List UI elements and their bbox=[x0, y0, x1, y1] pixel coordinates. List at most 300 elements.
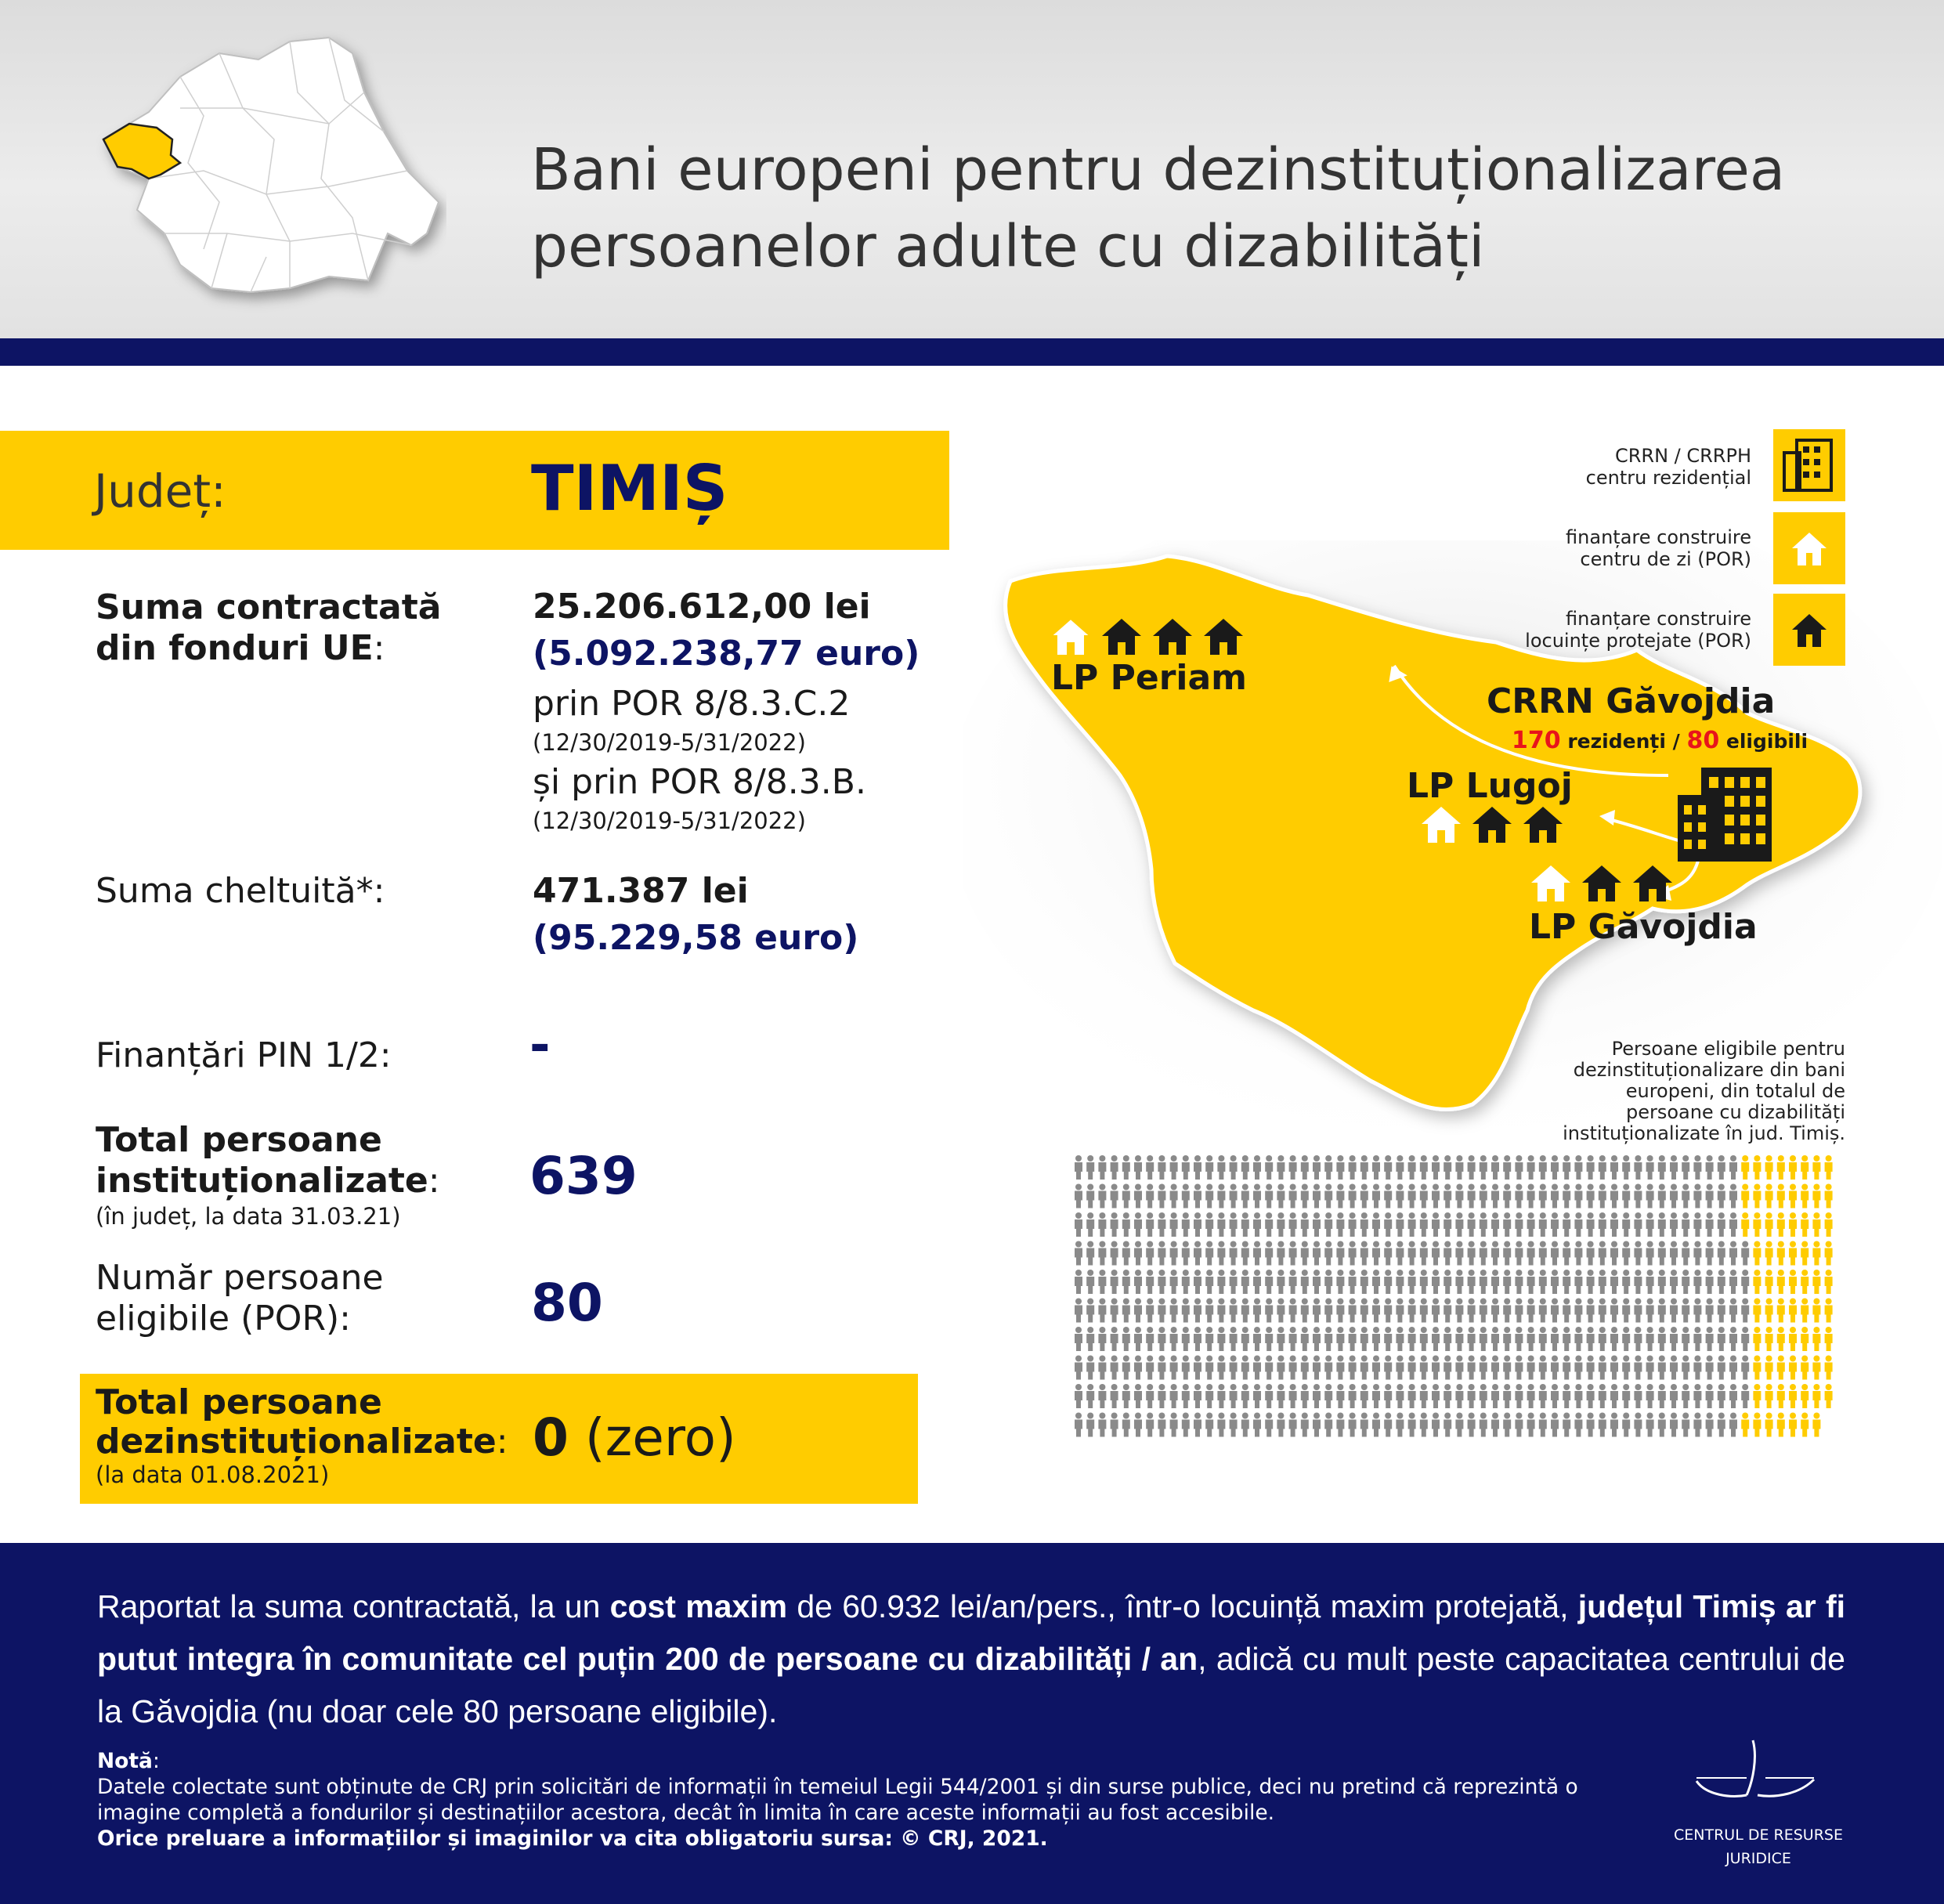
person-icon bbox=[1444, 1212, 1451, 1237]
person-icon bbox=[1194, 1270, 1201, 1294]
person-icon bbox=[1384, 1299, 1392, 1323]
person-icon bbox=[1360, 1299, 1368, 1323]
person-icon bbox=[1515, 1212, 1523, 1237]
person-icon bbox=[1324, 1413, 1332, 1437]
person-icon bbox=[1396, 1241, 1404, 1266]
person-icon bbox=[1134, 1327, 1142, 1351]
person-icon bbox=[1134, 1384, 1142, 1408]
person-icon bbox=[1324, 1270, 1332, 1294]
person-icon bbox=[1706, 1356, 1714, 1380]
person-icon bbox=[1158, 1184, 1165, 1209]
person-icon bbox=[1432, 1327, 1440, 1351]
person-icon bbox=[1610, 1270, 1618, 1294]
eligible-person-icon bbox=[1789, 1299, 1797, 1323]
person-icon bbox=[1122, 1155, 1130, 1180]
legend-item-protected-housing bbox=[1525, 608, 1751, 652]
person-icon bbox=[1455, 1299, 1463, 1323]
person-icon bbox=[1491, 1184, 1499, 1209]
person-icon bbox=[1420, 1270, 1428, 1294]
person-icon bbox=[1313, 1299, 1321, 1323]
person-icon bbox=[1075, 1184, 1082, 1209]
person-icon bbox=[1563, 1384, 1570, 1408]
person-icon bbox=[1170, 1384, 1178, 1408]
person-icon bbox=[1384, 1212, 1392, 1237]
eligible-person-icon bbox=[1777, 1299, 1785, 1323]
person-icon bbox=[1574, 1384, 1582, 1408]
person-icon bbox=[1491, 1356, 1499, 1380]
person-icon bbox=[1182, 1356, 1190, 1380]
person-icon bbox=[1527, 1184, 1535, 1209]
person-icon bbox=[1574, 1270, 1582, 1294]
person-icon bbox=[1349, 1413, 1357, 1437]
eligible-person-icon bbox=[1825, 1356, 1833, 1380]
person-icon bbox=[1610, 1184, 1618, 1209]
person-icon bbox=[1182, 1327, 1190, 1351]
eligible-person-icon bbox=[1812, 1356, 1820, 1380]
person-icon bbox=[1551, 1413, 1559, 1437]
legend-item2-line1: finanțare construire bbox=[1566, 526, 1751, 548]
person-icon bbox=[1086, 1155, 1094, 1180]
person-icon bbox=[1277, 1155, 1285, 1180]
eligible-person-icon bbox=[1765, 1270, 1773, 1294]
eligible-person-icon bbox=[1812, 1241, 1820, 1266]
legend-item1-line2: centru rezidențial bbox=[1585, 467, 1751, 489]
contracted-program1: prin POR 8/8.3.C.2 bbox=[533, 684, 851, 724]
spent-lei: 471.387 lei bbox=[533, 871, 749, 911]
person-icon bbox=[1349, 1327, 1357, 1351]
eligible-person-icon bbox=[1825, 1212, 1833, 1237]
person-icon bbox=[1313, 1327, 1321, 1351]
person-icon bbox=[1075, 1241, 1082, 1266]
person-icon bbox=[1217, 1212, 1225, 1237]
person-icon bbox=[1349, 1299, 1357, 1323]
person-icon bbox=[1599, 1270, 1606, 1294]
person-icon bbox=[1230, 1212, 1238, 1237]
person-icon bbox=[1527, 1155, 1535, 1180]
person-icon bbox=[1658, 1356, 1666, 1380]
person-icon bbox=[1693, 1155, 1701, 1180]
person-icon bbox=[1289, 1299, 1297, 1323]
person-icon bbox=[1420, 1413, 1428, 1437]
person-icon bbox=[1503, 1184, 1511, 1209]
contracted-program2: și prin POR 8/8.3.B. bbox=[533, 762, 866, 802]
person-icon bbox=[1336, 1212, 1344, 1237]
note-source: Orice preluare a informațiilor și imaginilor va cita obligatoriu sursa: © CRJ, 2021. bbox=[97, 1826, 1048, 1851]
building-icon bbox=[1773, 429, 1845, 501]
person-icon bbox=[1349, 1384, 1357, 1408]
person-icon bbox=[1527, 1327, 1535, 1351]
note-label: Notă bbox=[97, 1749, 153, 1773]
person-icon bbox=[1396, 1155, 1404, 1180]
person-icon bbox=[1146, 1241, 1154, 1266]
eligible-person-icon bbox=[1753, 1184, 1761, 1209]
person-icon bbox=[1741, 1384, 1749, 1408]
person-icon bbox=[1420, 1327, 1428, 1351]
crj-logo-text bbox=[1653, 1823, 1864, 1870]
person-icon bbox=[1563, 1155, 1570, 1180]
eligible-person-icon bbox=[1741, 1184, 1749, 1209]
eligible-person-icon bbox=[1812, 1299, 1820, 1323]
person-icon bbox=[1360, 1241, 1368, 1266]
person-icon bbox=[1111, 1270, 1118, 1294]
person-icon bbox=[1205, 1327, 1213, 1351]
people-chart bbox=[1073, 1154, 1847, 1476]
person-icon bbox=[1408, 1184, 1416, 1209]
person-icon bbox=[1551, 1327, 1559, 1351]
deinstitutionalized-value-text: (zero) bbox=[568, 1407, 736, 1468]
legend-tile-residential bbox=[1773, 429, 1845, 501]
person-icon bbox=[1480, 1212, 1487, 1237]
person-icon bbox=[1515, 1184, 1523, 1209]
person-icon bbox=[1574, 1241, 1582, 1266]
person-icon bbox=[1194, 1155, 1201, 1180]
person-icon bbox=[1360, 1270, 1368, 1294]
person-icon bbox=[1599, 1384, 1606, 1408]
person-icon bbox=[1587, 1184, 1595, 1209]
person-icon bbox=[1432, 1413, 1440, 1437]
person-icon bbox=[1729, 1356, 1737, 1380]
eligible-person-icon bbox=[1812, 1327, 1820, 1351]
person-icon bbox=[1170, 1327, 1178, 1351]
person-icon bbox=[1205, 1184, 1213, 1209]
person-icon bbox=[1182, 1270, 1190, 1294]
person-icon bbox=[1646, 1155, 1654, 1180]
lp-lugoj-label: LP Lugoj bbox=[1407, 766, 1573, 806]
person-icon bbox=[1670, 1155, 1678, 1180]
person-icon bbox=[1349, 1212, 1357, 1237]
person-icon bbox=[1646, 1327, 1654, 1351]
person-icon bbox=[1360, 1384, 1368, 1408]
person-icon bbox=[1503, 1327, 1511, 1351]
eligible-person-icon bbox=[1801, 1184, 1808, 1209]
person-icon bbox=[1098, 1356, 1106, 1380]
person-icon bbox=[1634, 1356, 1642, 1380]
legend-item-residential bbox=[1586, 445, 1751, 489]
person-icon bbox=[1539, 1384, 1547, 1408]
person-icon bbox=[1086, 1270, 1094, 1294]
person-icon bbox=[1277, 1356, 1285, 1380]
person-icon bbox=[1146, 1413, 1154, 1437]
person-icon bbox=[1182, 1384, 1190, 1408]
person-icon bbox=[1563, 1327, 1570, 1351]
eligible-person-icon bbox=[1765, 1241, 1773, 1266]
person-icon bbox=[1289, 1184, 1297, 1209]
person-icon bbox=[1408, 1241, 1416, 1266]
person-icon bbox=[1682, 1356, 1689, 1380]
person-icon bbox=[1182, 1155, 1190, 1180]
person-icon bbox=[1741, 1356, 1749, 1380]
person-icon bbox=[1170, 1212, 1178, 1237]
person-icon bbox=[1277, 1299, 1285, 1323]
person-icon bbox=[1468, 1413, 1476, 1437]
person-icon bbox=[1729, 1184, 1737, 1209]
person-icon bbox=[1693, 1241, 1701, 1266]
eligible-person-icon bbox=[1777, 1356, 1785, 1380]
person-icon bbox=[1444, 1384, 1451, 1408]
person-icon bbox=[1336, 1184, 1344, 1209]
eligible-text: eligibili bbox=[1719, 730, 1808, 753]
person-icon bbox=[1682, 1413, 1689, 1437]
person-icon bbox=[1122, 1184, 1130, 1209]
person-icon bbox=[1217, 1356, 1225, 1380]
person-icon bbox=[1682, 1270, 1689, 1294]
deinstitutionalized-value bbox=[533, 1407, 736, 1469]
eligible-person-icon bbox=[1789, 1155, 1797, 1180]
person-icon bbox=[1468, 1184, 1476, 1209]
person-icon bbox=[1455, 1184, 1463, 1209]
person-icon bbox=[1658, 1155, 1666, 1180]
person-icon bbox=[1480, 1356, 1487, 1380]
person-icon bbox=[1670, 1327, 1678, 1351]
person-icon bbox=[1468, 1299, 1476, 1323]
person-icon bbox=[1408, 1299, 1416, 1323]
person-icon bbox=[1349, 1356, 1357, 1380]
person-icon bbox=[1658, 1241, 1666, 1266]
person-icon bbox=[1241, 1413, 1249, 1437]
person-icon bbox=[1205, 1356, 1213, 1380]
pin-label: Finanțări PIN 1/2: bbox=[96, 1035, 392, 1075]
eligible-person-icon bbox=[1825, 1270, 1833, 1294]
eligible-person-icon bbox=[1789, 1413, 1797, 1437]
eligible-person-icon bbox=[1753, 1155, 1761, 1180]
contracted-period2: (12/30/2019-5/31/2022) bbox=[533, 807, 806, 834]
person-icon bbox=[1075, 1299, 1082, 1323]
person-icon bbox=[1480, 1384, 1487, 1408]
person-icon bbox=[1515, 1384, 1523, 1408]
deinstitutionalized-label-colon: : bbox=[496, 1422, 508, 1461]
person-icon bbox=[1563, 1299, 1570, 1323]
eligible-person-icon bbox=[1789, 1270, 1797, 1294]
protected-house-icon bbox=[1773, 594, 1845, 666]
person-icon bbox=[1086, 1212, 1094, 1237]
romania-map-icon bbox=[94, 22, 446, 320]
contracted-lei: 25.206.612,00 lei bbox=[533, 587, 871, 627]
person-icon bbox=[1503, 1356, 1511, 1380]
person-icon bbox=[1634, 1384, 1642, 1408]
county-name: TIMIȘ bbox=[531, 452, 728, 525]
person-icon bbox=[1230, 1413, 1238, 1437]
person-icon bbox=[1086, 1356, 1094, 1380]
person-icon bbox=[1134, 1241, 1142, 1266]
person-icon bbox=[1098, 1212, 1106, 1237]
person-icon bbox=[1455, 1241, 1463, 1266]
person-icon bbox=[1170, 1356, 1178, 1380]
person-icon bbox=[1182, 1241, 1190, 1266]
eligible-person-icon bbox=[1801, 1212, 1808, 1237]
person-icon bbox=[1396, 1184, 1404, 1209]
person-icon bbox=[1384, 1241, 1392, 1266]
person-icon bbox=[1432, 1356, 1440, 1380]
person-icon bbox=[1718, 1155, 1725, 1180]
person-icon bbox=[1396, 1212, 1404, 1237]
legend-item3-line1: finanțare construire bbox=[1566, 608, 1751, 630]
person-icon bbox=[1205, 1413, 1213, 1437]
eligible-person-icon bbox=[1801, 1299, 1808, 1323]
footer-summary bbox=[97, 1581, 1845, 1738]
person-icon bbox=[1075, 1413, 1082, 1437]
person-icon bbox=[1503, 1384, 1511, 1408]
person-icon bbox=[1515, 1155, 1523, 1180]
person-icon bbox=[1741, 1270, 1749, 1294]
person-icon bbox=[1527, 1384, 1535, 1408]
eligible-person-icon bbox=[1812, 1413, 1820, 1437]
person-icon bbox=[1336, 1270, 1344, 1294]
person-icon bbox=[1599, 1155, 1606, 1180]
person-icon bbox=[1491, 1155, 1499, 1180]
title-line-1: Bani europeni pentru dezinstituționalizarea bbox=[531, 136, 1786, 204]
person-icon bbox=[1503, 1413, 1511, 1437]
person-icon bbox=[1420, 1241, 1428, 1266]
person-icon bbox=[1349, 1155, 1357, 1180]
person-icon bbox=[1634, 1241, 1642, 1266]
person-icon bbox=[1098, 1384, 1106, 1408]
person-icon bbox=[1408, 1413, 1416, 1437]
person-icon bbox=[1122, 1356, 1130, 1380]
summary-part-b: cost maxim bbox=[609, 1588, 788, 1624]
institutionalized-label bbox=[96, 1120, 440, 1231]
person-icon bbox=[1468, 1356, 1476, 1380]
person-icon bbox=[1408, 1384, 1416, 1408]
person-icon bbox=[1432, 1270, 1440, 1294]
person-icon bbox=[1146, 1270, 1154, 1294]
person-icon bbox=[1324, 1155, 1332, 1180]
note-heading bbox=[97, 1748, 1617, 1774]
person-icon bbox=[1574, 1327, 1582, 1351]
person-icon bbox=[1146, 1327, 1154, 1351]
person-icon bbox=[1658, 1184, 1666, 1209]
person-icon bbox=[1086, 1241, 1094, 1266]
person-icon bbox=[1158, 1155, 1165, 1180]
person-icon bbox=[1551, 1356, 1559, 1380]
person-icon bbox=[1729, 1155, 1737, 1180]
person-icon bbox=[1182, 1413, 1190, 1437]
person-icon bbox=[1313, 1413, 1321, 1437]
person-icon bbox=[1563, 1356, 1570, 1380]
person-icon bbox=[1301, 1413, 1309, 1437]
deinstitutionalized-label bbox=[96, 1383, 508, 1488]
contracted-euro: (5.092.238,77 euro) bbox=[533, 634, 920, 674]
person-icon bbox=[1134, 1270, 1142, 1294]
person-icon bbox=[1587, 1356, 1595, 1380]
person-icon bbox=[1253, 1384, 1261, 1408]
person-icon bbox=[1729, 1384, 1737, 1408]
person-icon bbox=[1277, 1413, 1285, 1437]
person-icon bbox=[1729, 1270, 1737, 1294]
person-icon bbox=[1480, 1413, 1487, 1437]
person-icon bbox=[1599, 1241, 1606, 1266]
spent-label: Suma cheltuită*: bbox=[96, 871, 385, 911]
person-icon bbox=[1265, 1184, 1273, 1209]
person-icon bbox=[1539, 1413, 1547, 1437]
person-icon bbox=[1324, 1327, 1332, 1351]
footer-note bbox=[97, 1748, 1617, 1852]
person-icon bbox=[1134, 1155, 1142, 1180]
person-icon bbox=[1111, 1356, 1118, 1380]
person-icon bbox=[1324, 1241, 1332, 1266]
eligible-person-icon bbox=[1753, 1327, 1761, 1351]
person-icon bbox=[1111, 1384, 1118, 1408]
legend-item3-line2: locuințe protejate (POR) bbox=[1525, 630, 1751, 652]
person-icon bbox=[1729, 1327, 1737, 1351]
person-icon bbox=[1241, 1356, 1249, 1380]
header-divider bbox=[0, 338, 1944, 366]
crrn-residents bbox=[1512, 727, 1808, 754]
eligible-person-icon bbox=[1753, 1299, 1761, 1323]
person-icon bbox=[1718, 1299, 1725, 1323]
person-icon bbox=[1111, 1327, 1118, 1351]
person-icon bbox=[1241, 1155, 1249, 1180]
person-icon bbox=[1610, 1155, 1618, 1180]
person-icon bbox=[1277, 1270, 1285, 1294]
person-icon bbox=[1420, 1155, 1428, 1180]
person-icon bbox=[1551, 1212, 1559, 1237]
person-icon bbox=[1468, 1241, 1476, 1266]
person-icon bbox=[1574, 1413, 1582, 1437]
person-icon bbox=[1432, 1212, 1440, 1237]
person-icon bbox=[1646, 1241, 1654, 1266]
person-icon bbox=[1539, 1270, 1547, 1294]
person-icon bbox=[1253, 1241, 1261, 1266]
person-icon bbox=[1075, 1384, 1082, 1408]
person-icon bbox=[1384, 1270, 1392, 1294]
person-icon bbox=[1432, 1299, 1440, 1323]
person-icon bbox=[1658, 1384, 1666, 1408]
person-icon bbox=[1491, 1241, 1499, 1266]
person-icon bbox=[1146, 1384, 1154, 1408]
person-icon bbox=[1551, 1384, 1559, 1408]
person-icon bbox=[1372, 1413, 1380, 1437]
person-icon bbox=[1599, 1356, 1606, 1380]
person-icon bbox=[1289, 1384, 1297, 1408]
person-icon bbox=[1444, 1270, 1451, 1294]
person-icon bbox=[1313, 1356, 1321, 1380]
legend-tile-protected-housing bbox=[1773, 594, 1845, 666]
person-icon bbox=[1158, 1299, 1165, 1323]
person-icon bbox=[1217, 1384, 1225, 1408]
person-icon bbox=[1670, 1356, 1678, 1380]
person-icon bbox=[1265, 1384, 1273, 1408]
person-icon bbox=[1515, 1327, 1523, 1351]
person-icon bbox=[1587, 1413, 1595, 1437]
person-icon bbox=[1349, 1270, 1357, 1294]
eligible-person-icon bbox=[1801, 1384, 1808, 1408]
caption-line1: Persoane eligibile pentru bbox=[1611, 1038, 1845, 1060]
contracted-label-line2 bbox=[96, 628, 441, 669]
eligible-person-icon bbox=[1801, 1356, 1808, 1380]
person-icon bbox=[1086, 1384, 1094, 1408]
person-icon bbox=[1313, 1212, 1321, 1237]
person-icon bbox=[1408, 1327, 1416, 1351]
person-icon bbox=[1480, 1241, 1487, 1266]
person-icon bbox=[1265, 1155, 1273, 1180]
person-icon bbox=[1336, 1327, 1344, 1351]
person-icon bbox=[1086, 1327, 1094, 1351]
person-icon bbox=[1670, 1212, 1678, 1237]
person-icon bbox=[1527, 1356, 1535, 1380]
person-icon bbox=[1729, 1413, 1737, 1437]
person-icon bbox=[1182, 1299, 1190, 1323]
summary-part-c: de 60.932 lei/an/pers., într-o locuință maxim protejată, bbox=[787, 1588, 1578, 1624]
person-icon bbox=[1515, 1299, 1523, 1323]
contracted-values bbox=[533, 583, 920, 836]
gavojdia-houses bbox=[1531, 865, 1672, 901]
person-icon bbox=[1610, 1299, 1618, 1323]
person-icon bbox=[1111, 1413, 1118, 1437]
crrn-gavojdia-label: CRRN Găvojdia bbox=[1487, 681, 1776, 721]
person-icon bbox=[1539, 1356, 1547, 1380]
person-icon bbox=[1194, 1184, 1201, 1209]
eligible-person-icon bbox=[1801, 1327, 1808, 1351]
